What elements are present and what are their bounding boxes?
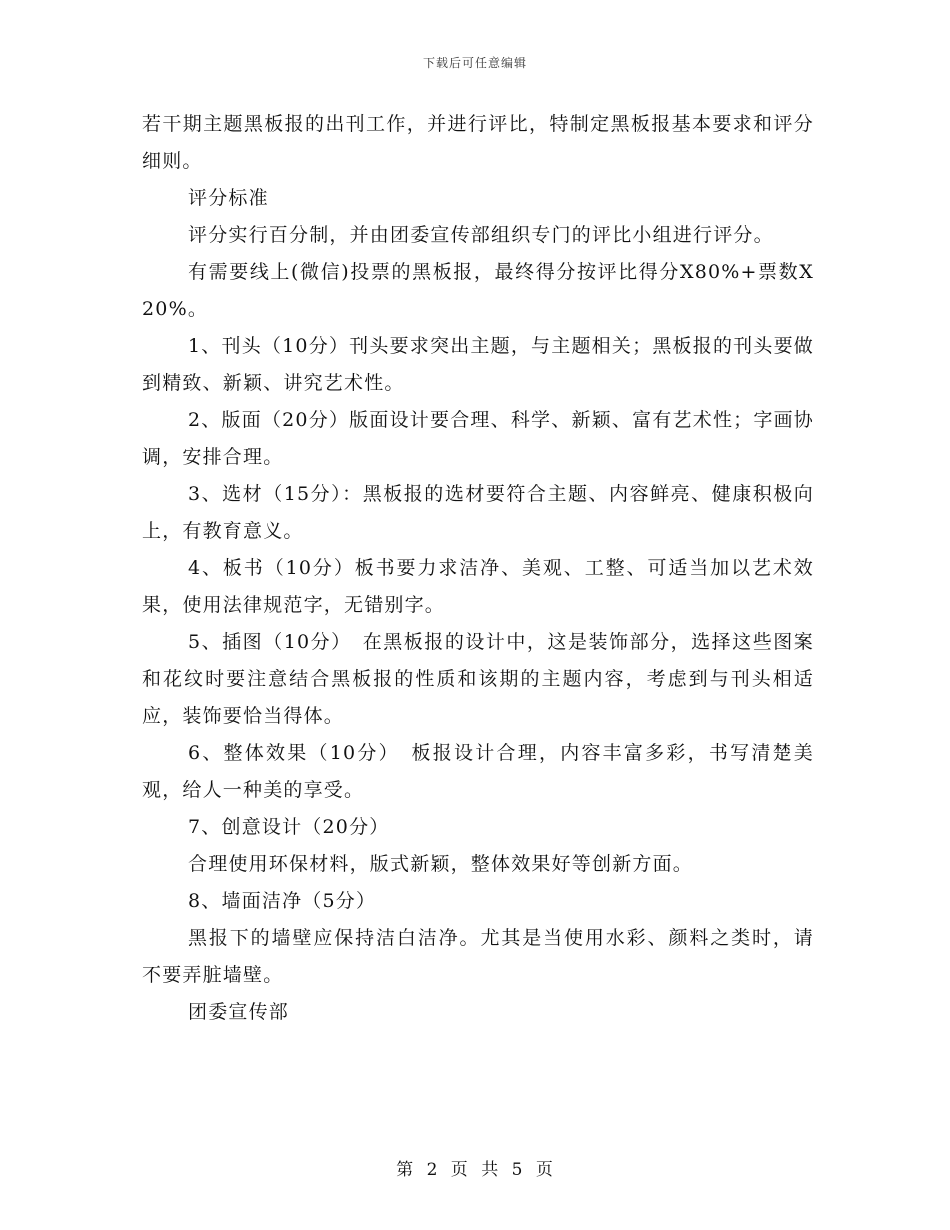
paragraph-online-voting: 有需要线上(微信)投票的黑板报，最终得分按评比得分X80%+票数X20%。 — [142, 261, 814, 320]
section-heading-scoring-standard: 评分标准 — [188, 187, 269, 209]
page-footer: 第 2 页 共 5 页 — [396, 1160, 554, 1180]
criterion-wall-cleanliness: 8、墙面洁净（5分） — [188, 890, 377, 912]
paragraph-intro: 若干期主题黑板报的出刊工作，并进行评比，特制定黑板报基本要求和评分细则。 — [142, 113, 814, 172]
criterion-wall-cleanliness-detail: 黑报下的墙壁应保持洁白洁净。尤其是当使用水彩、颜料之类时，请不要弄脏墙壁。 — [142, 927, 814, 986]
signature-department: 团委宣传部 — [188, 1001, 290, 1023]
page-header: 下载后可任意编辑 — [422, 56, 527, 70]
paragraph-scoring-system: 评分实行百分制，并由团委宣传部组织专门的评比小组进行评分。 — [188, 224, 774, 246]
criterion-overall-effect: 6、整体效果（10分） 板报设计合理，内容丰富多彩，书写清楚美观，给人一种美的享受。 — [142, 742, 814, 801]
criterion-illustration: 5、插图（10分） 在黑板报的设计中，这是装饰部分，选择这些图案和花纹时要注意结合黑板报的性质和该期的主题内容，考虑到与刊头相适应，装饰要恰当得体。 — [142, 631, 814, 727]
criterion-layout: 2、版面（20分）版面设计要合理、科学、新颖、富有艺术性；字画协调，安排合理。 — [142, 409, 814, 468]
criterion-creative-design-detail: 合理使用环保材料，版式新颖，整体效果好等创新方面。 — [188, 853, 694, 875]
criterion-material: 3、选材（15分）：黑板报的选材要符合主题、内容鲜亮、健康积极向上，有教育意义。 — [142, 483, 814, 542]
criterion-writing: 4、板书（10分）板书要力求洁净、美观、工整、可适当加以艺术效果，使用法律规范字，无错别字。 — [142, 557, 814, 616]
criterion-masthead: 1、刊头（10分）刊头要求突出主题，与主题相关；黑板报的刊头要做到精致、新颖、讲究艺术性。 — [142, 335, 814, 394]
document-body — [142, 106, 814, 1031]
criterion-creative-design: 7、创意设计（20分） — [188, 816, 390, 838]
